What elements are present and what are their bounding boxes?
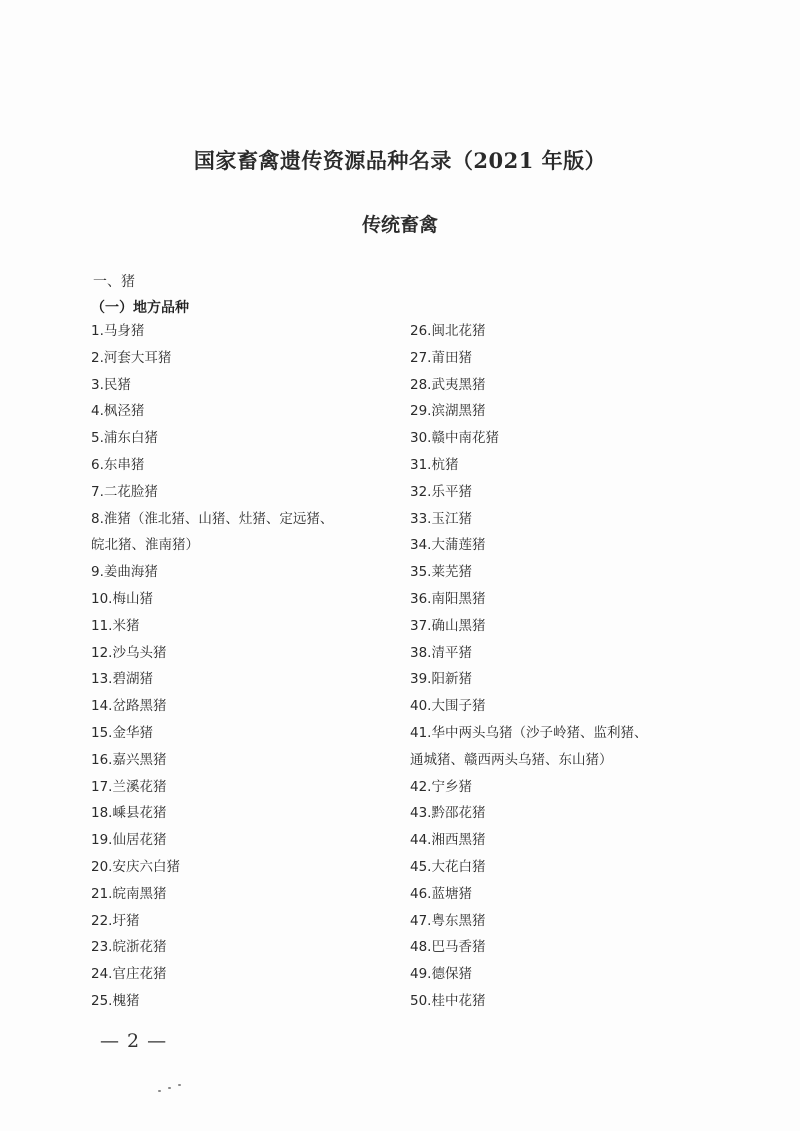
breed-item: 1.马身猪 — [91, 323, 145, 339]
scan-artifact — [158, 1090, 161, 1092]
breed-item: 46.蓝塘猪 — [410, 885, 472, 902]
breed-item: 30.赣中南花猪 — [410, 430, 499, 447]
breed-item: 41.华中两头乌猪（沙子岭猪、监利猪、通城猪、赣西两头乌猪、东山猪） — [410, 724, 648, 768]
breed-item: 47.粤东黑猪 — [410, 912, 486, 929]
breed-item: 17.兰溪花猪 — [91, 778, 167, 795]
breed-item: 6.东串猪 — [91, 456, 145, 473]
page-number: — 2 — — [100, 1030, 168, 1052]
breed-item: 48.巴马香猪 — [410, 939, 486, 956]
breed-item: 12.沙乌头猪 — [91, 644, 167, 661]
breed-item: 45.大花白猪 — [410, 858, 486, 875]
breed-item: 4.枫泾猪 — [91, 403, 145, 420]
breed-item: 3.民猪 — [91, 376, 131, 393]
breed-item: 24.官庄花猪 — [91, 966, 167, 983]
scan-artifact — [168, 1087, 171, 1089]
scan-artifact — [178, 1084, 181, 1086]
breed-item: 19.仙居花猪 — [91, 832, 167, 849]
breed-item: 40.大围子猪 — [410, 698, 486, 715]
breed-item: 25.槐猪 — [91, 992, 140, 1009]
breed-item: 5.浦东白猪 — [91, 430, 158, 447]
breed-list-right — [410, 318, 730, 1015]
breed-item: 36.南阳黑猪 — [410, 590, 486, 607]
breed-item: 8.淮猪（淮北猪、山猪、灶猪、定远猪、皖北猪、淮南猪） — [91, 510, 334, 554]
breed-item: 37.确山黑猪 — [410, 617, 486, 634]
breed-item: 49.德保猪 — [410, 966, 472, 983]
breed-item: 11.米猪 — [91, 617, 140, 634]
breed-item: 21.皖南黑猪 — [91, 885, 167, 902]
breed-item: 2.河套大耳猪 — [91, 349, 172, 366]
breed-list-left — [91, 318, 391, 1015]
breed-item: 39.阳新猪 — [410, 671, 472, 688]
breed-item: 22.圩猪 — [91, 912, 140, 929]
breed-item: 32.乐平猪 — [410, 483, 472, 500]
breed-item: 35.莱芜猪 — [410, 564, 472, 581]
breed-item: 7.二花脸猪 — [91, 483, 158, 500]
breed-item: 9.姜曲海猪 — [91, 564, 158, 581]
breed-item: 23.皖浙花猪 — [91, 939, 167, 956]
page-title: 国家畜禽遗传资源品种名录（2021 年版） — [193, 148, 607, 173]
breed-item: 27.莆田猪 — [410, 349, 472, 366]
breed-item: 42.宁乡猪 — [410, 778, 472, 795]
breed-item: 20.安庆六白猪 — [91, 858, 180, 875]
breed-item: 10.梅山猪 — [91, 590, 153, 607]
breed-item: 31.杭猪 — [410, 456, 459, 473]
breed-item: 34.大蒲莲猪 — [410, 537, 486, 554]
breed-item: 33.玉江猪 — [410, 510, 472, 527]
category-title: 传统畜禽 — [361, 214, 438, 236]
section-heading: 一、猪 — [93, 274, 135, 290]
breed-item: 14.岔路黑猪 — [91, 698, 167, 715]
breed-item: 44.湘西黑猪 — [410, 832, 486, 849]
breed-item: 15.金华猪 — [91, 724, 153, 741]
breed-item: 43.黔邵花猪 — [410, 805, 486, 822]
breed-item: 26.闽北花猪 — [410, 323, 486, 339]
breed-item: 38.清平猪 — [410, 644, 472, 661]
breed-item: 29.滨湖黑猪 — [410, 403, 486, 420]
breed-item: 28.武夷黑猪 — [410, 376, 486, 393]
breed-item: 16.嘉兴黑猪 — [91, 751, 167, 768]
subsection-heading: （一）地方品种 — [91, 300, 189, 316]
breed-item: 18.嵊县花猪 — [91, 805, 167, 822]
breed-item: 13.碧湖猪 — [91, 671, 153, 688]
breed-item: 50.桂中花猪 — [410, 992, 486, 1009]
